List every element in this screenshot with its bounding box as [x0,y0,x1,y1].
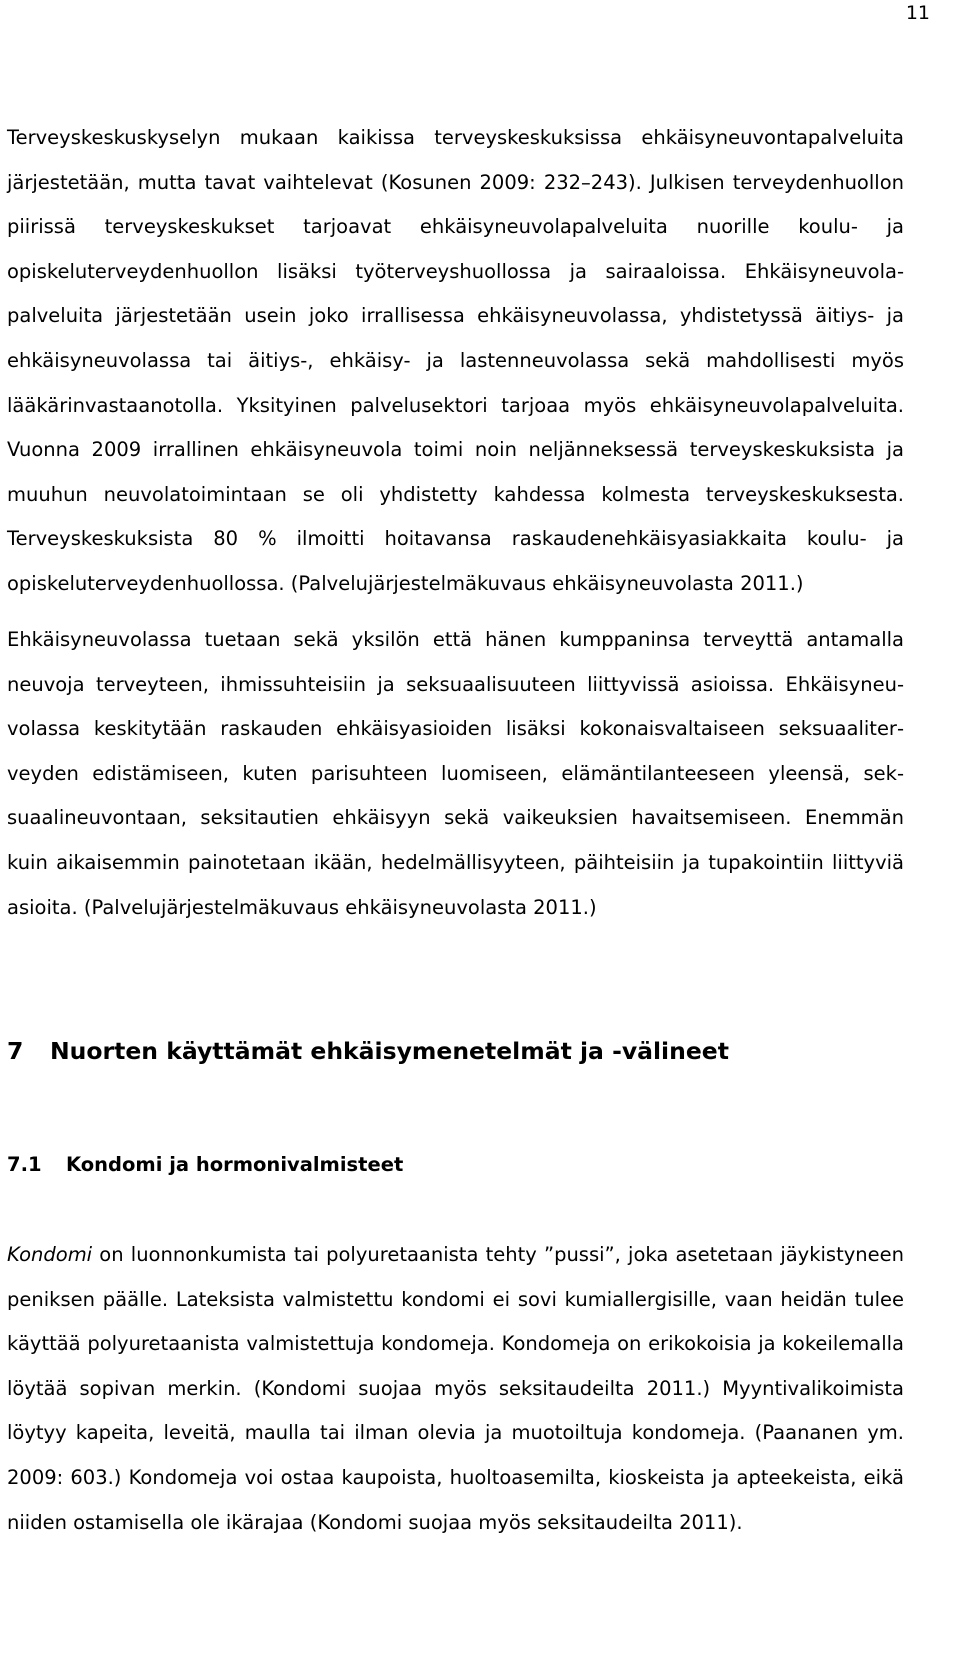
section-heading [7,1036,729,1066]
section-title: Nuorten käyttämät ehkäisymenetelmät ja -välineet [50,1037,729,1065]
paragraph-clinic-support: Ehkäisyneuvolassa tuetaan sekä yksilön että hänen kumppaninsa terveyttä antamalla neuvoja terveyteen, ihmissuhteisiin ja seksuaalisuuteen liittyvissä asioissa. Ehkäisyneuvolassa keskitytään raskauden ehkäisyasioiden lisäksi kokonaisvaltaiseen seksuaaliterveyden edistämiseen, kuten parisuhteen luomiseen, elämäntilanteeseen yleensä, seksuaalineuvontaan, seksitautien ehkäisyyn sekä vaikeuksien havaitsemiseen. Enemmän kuin aikaisemmin painotetaan ikään, hedelmällisyyteen, päihteisiin ja tupakointiin liittyviä asioita. (Palvelujärjestelmäkuvaus ehkäisyneuvolasta 2011.) [7,628,904,919]
page-number: 11 [905,2,930,24]
paragraph-contraception-services: Terveyskeskuskyselyn mukaan kaikissa terveyskeskuksissa ehkäisyneuvontapalveluita järjestetään, mutta tavat vaihtelevat (Kosunen 2009: 232–243). Julkisen terveydenhuollon piirissä terveyskeskukset tarjoavat ehkäisyneuvolapalveluita nuorille koulu- ja opiskeluterveydenhuollon lisäksi työterveyshuollossa ja sairaaloissa. Ehkäisyneuvolapalveluita järjestetään usein joko irrallisessa ehkäisyneuvolassa, yhdistetyssä äitiys- ja ehkäisyneuvolassa tai äitiys-, ehkäisy- ja lastenneuvolassa sekä mahdollisesti myös lääkärinvastaanotolla. Yksityinen palvelusektori tarjoaa myös ehkäisyneuvolapalveluita. Vuonna 2009 irrallinen ehkäisyneuvola toimi noin neljänneksessä terveyskeskuksista ja muuhun neuvolatoimintaan se oli yhdistetty kahdessa kolmesta terveyskeskuksesta. Terveyskeskuksista 80 % ilmoitti hoitavansa raskaudenehkäisyasiakkaita koulu- ja opiskeluterveydenhuollossa. (Palvelujärjestelmäkuvaus ehkäisyneuvolasta 2011.) [7,126,904,595]
subsection-number: 7.1 [7,1153,42,1176]
paragraph-condom [7,1233,904,1545]
section-number: 7 [7,1037,24,1065]
subsection-heading [7,1152,403,1178]
condom-term: Kondomi [7,1243,93,1266]
condom-text: on luonnonkumista tai polyuretaanista tehty ”pussi”, joka asetetaan jäykistyneen peniksen päälle. Lateksista valmistettu kondomi ei sovi kumiallergisille, vaan heidän tulee käyttää polyuretaanista valmistettuja kondomeja. Kondomeja on erikokoisia ja kokeilemalla löytää sopivan merkin. (Kondomi suojaa myös seksitaudeilta 2011.) Myyntivalikoimista löytyy kapeita, leveitä, maulla tai ilman olevia ja muotoiltuja kondomeja. (Paananen ym. 2009: 603.) Kondomeja voi ostaa kaupoista, huoltoasemilta, kioskeista ja apteekeista, eikä niiden ostamisella ole ikärajaa (Kondomi suojaa myös seksitaudeilta 2011). [7,1243,904,1534]
subsection-title: Kondomi ja hormonivalmisteet [66,1153,404,1176]
